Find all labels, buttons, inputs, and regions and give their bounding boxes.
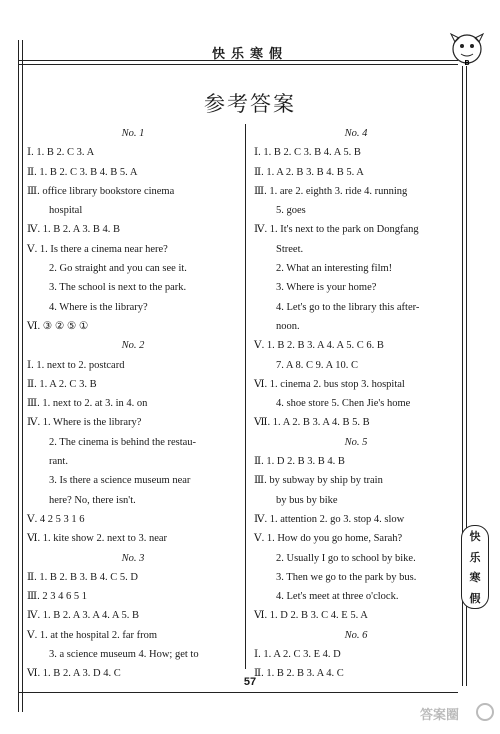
left-answer-line: hospital bbox=[49, 205, 83, 217]
right-answer-line: Ⅳ. 1. attention 2. go 3. stop 4. slow bbox=[254, 513, 405, 525]
section-heading: No. 5 bbox=[344, 436, 368, 448]
right-answer-line: Ⅶ. 1. A 2. B 3. A 4. B 5. B bbox=[254, 417, 370, 429]
left-answer-line: Ⅱ. 1. B 2. C 3. B 4. B 5. A bbox=[27, 166, 138, 178]
right-answer-line: Ⅱ. 1. B 2. B 3. A 4. C bbox=[254, 668, 344, 680]
left-answer-line: 3. a science museum 4. How; get to bbox=[49, 649, 199, 661]
left-answer-line: rant. bbox=[49, 456, 68, 468]
right-answer-line: 2. What an interesting film! bbox=[276, 263, 393, 275]
right-answer-line: Ⅴ. 1. How do you go home, Sarah? bbox=[254, 533, 403, 545]
right-answer-line: Ⅴ. 1. B 2. B 3. A 4. A 5. C 6. B bbox=[254, 340, 384, 352]
left-answer-line: Ⅵ. 1. B 2. A 3. D 4. C bbox=[27, 668, 121, 680]
right-answer-line: Street. bbox=[276, 243, 304, 255]
section-heading: No. 3 bbox=[121, 552, 145, 564]
left-answer-line: Ⅴ. 4 2 5 3 1 6 bbox=[27, 513, 85, 525]
right-answer-line: 5. goes bbox=[276, 205, 306, 217]
left-border-inner bbox=[22, 40, 23, 712]
right-answer-line: Ⅰ. 1. A 2. C 3. E 4. D bbox=[254, 649, 341, 661]
left-answer-line: Ⅱ. 1. B 2. B 3. B 4. C 5. D bbox=[27, 571, 138, 583]
left-answer-line: 3. The school is next to the park. bbox=[49, 282, 187, 294]
left-answer-line: Ⅵ. 1. kite show 2. next to 3. near bbox=[27, 533, 168, 545]
mascot-label: B bbox=[464, 59, 470, 67]
left-answer-line: 2. The cinema is behind the restau- bbox=[49, 436, 197, 448]
left-answer-line: Ⅰ. 1. next to 2. postcard bbox=[27, 359, 125, 371]
right-answer-line: Ⅱ. 1. A 2. B 3. B 4. B 5. A bbox=[254, 166, 364, 178]
header-title: 快乐寒假 bbox=[211, 47, 288, 62]
footer-rule bbox=[18, 692, 458, 693]
right-answer-line: 2. Usually I go to school by bike. bbox=[276, 552, 416, 564]
left-answer-line: Ⅲ. 2 3 4 6 5 1 bbox=[27, 591, 88, 603]
left-answer-line: Ⅳ. 1. B 2. A 3. A 4. A 5. B bbox=[27, 610, 140, 622]
side-badge-char: 快 bbox=[469, 530, 481, 544]
section-heading: No. 6 bbox=[344, 629, 368, 641]
right-answer-line: by bus by bike bbox=[276, 494, 338, 506]
right-answer-line: Ⅵ. 1. D 2. B 3. C 4. E 5. A bbox=[254, 610, 368, 622]
watermark-ring-icon bbox=[476, 703, 494, 721]
left-answer-line: Ⅰ. 1. B 2. C 3. A bbox=[27, 147, 95, 159]
left-answer-line: Ⅳ. 1. B 2. A 3. B 4. B bbox=[27, 224, 121, 236]
section-heading: No. 1 bbox=[121, 128, 145, 139]
page-title: 参考答案 bbox=[204, 92, 296, 116]
section-heading: No. 4 bbox=[344, 128, 368, 139]
left-answer-column bbox=[27, 124, 239, 684]
right-answer-line: Ⅲ. by subway by ship by train bbox=[254, 475, 383, 487]
side-badge-char: 寒 bbox=[469, 571, 481, 585]
page-number: 57 bbox=[243, 676, 257, 688]
mascot-icon bbox=[447, 30, 487, 68]
left-answer-line: Ⅲ. office library bookstore cinema bbox=[27, 185, 175, 197]
left-answer-line: Ⅵ. ③ ② ⑤ ① bbox=[27, 320, 89, 332]
left-answer-line: here? No, there isn't. bbox=[49, 494, 136, 506]
right-answer-line: Ⅲ. 1. are 2. eighth 3. ride 4. running bbox=[254, 185, 408, 197]
right-answer-line: Ⅱ. 1. D 2. B 3. B 4. B bbox=[254, 456, 345, 468]
watermark: 答案圈 bbox=[420, 707, 460, 722]
right-answer-line: noon. bbox=[276, 320, 300, 332]
right-answer-column bbox=[254, 124, 458, 684]
side-badge bbox=[461, 525, 489, 609]
left-answer-line: Ⅱ. 1. A 2. C 3. B bbox=[27, 378, 97, 390]
right-answer-line: 4. shoe store 5. Chen Jie's home bbox=[276, 398, 411, 410]
right-answer-line: 3. Then we go to the park by bus. bbox=[276, 571, 417, 583]
right-answer-line: Ⅵ. 1. cinema 2. bus stop 3. hospital bbox=[254, 378, 405, 390]
right-answer-line: 3. Where is your home? bbox=[276, 282, 377, 294]
header-rule-bottom bbox=[18, 64, 458, 65]
right-answer-line: 4. Let's meet at three o'clock. bbox=[276, 591, 399, 603]
section-heading: No. 2 bbox=[121, 340, 145, 352]
left-answer-line: Ⅴ. 1. Is there a cinema near here? bbox=[27, 243, 168, 255]
column-divider bbox=[245, 124, 246, 669]
side-badge-char: 假 bbox=[469, 591, 481, 605]
side-badge-char: 乐 bbox=[469, 550, 481, 564]
right-answer-line: 4. Let's go to the library this after- bbox=[276, 301, 420, 313]
right-answer-line: Ⅰ. 1. B 2. C 3. B 4. A 5. B bbox=[254, 147, 361, 159]
right-answer-line: 7. A 8. C 9. A 10. C bbox=[276, 359, 358, 371]
left-answer-line: Ⅲ. 1. next to 2. at 3. in 4. on bbox=[27, 398, 148, 410]
left-answer-line: 3. Is there a science museum near bbox=[49, 475, 191, 487]
left-border bbox=[18, 40, 19, 712]
left-answer-line: Ⅳ. 1. Where is the library? bbox=[27, 417, 142, 429]
left-answer-line: Ⅴ. 1. at the hospital 2. far from bbox=[27, 629, 158, 641]
left-answer-line: 4. Where is the library? bbox=[49, 301, 148, 313]
right-answer-line: Ⅳ. 1. It's next to the park on Dongfang bbox=[254, 224, 419, 236]
left-answer-line: 2. Go straight and you can see it. bbox=[49, 263, 187, 275]
